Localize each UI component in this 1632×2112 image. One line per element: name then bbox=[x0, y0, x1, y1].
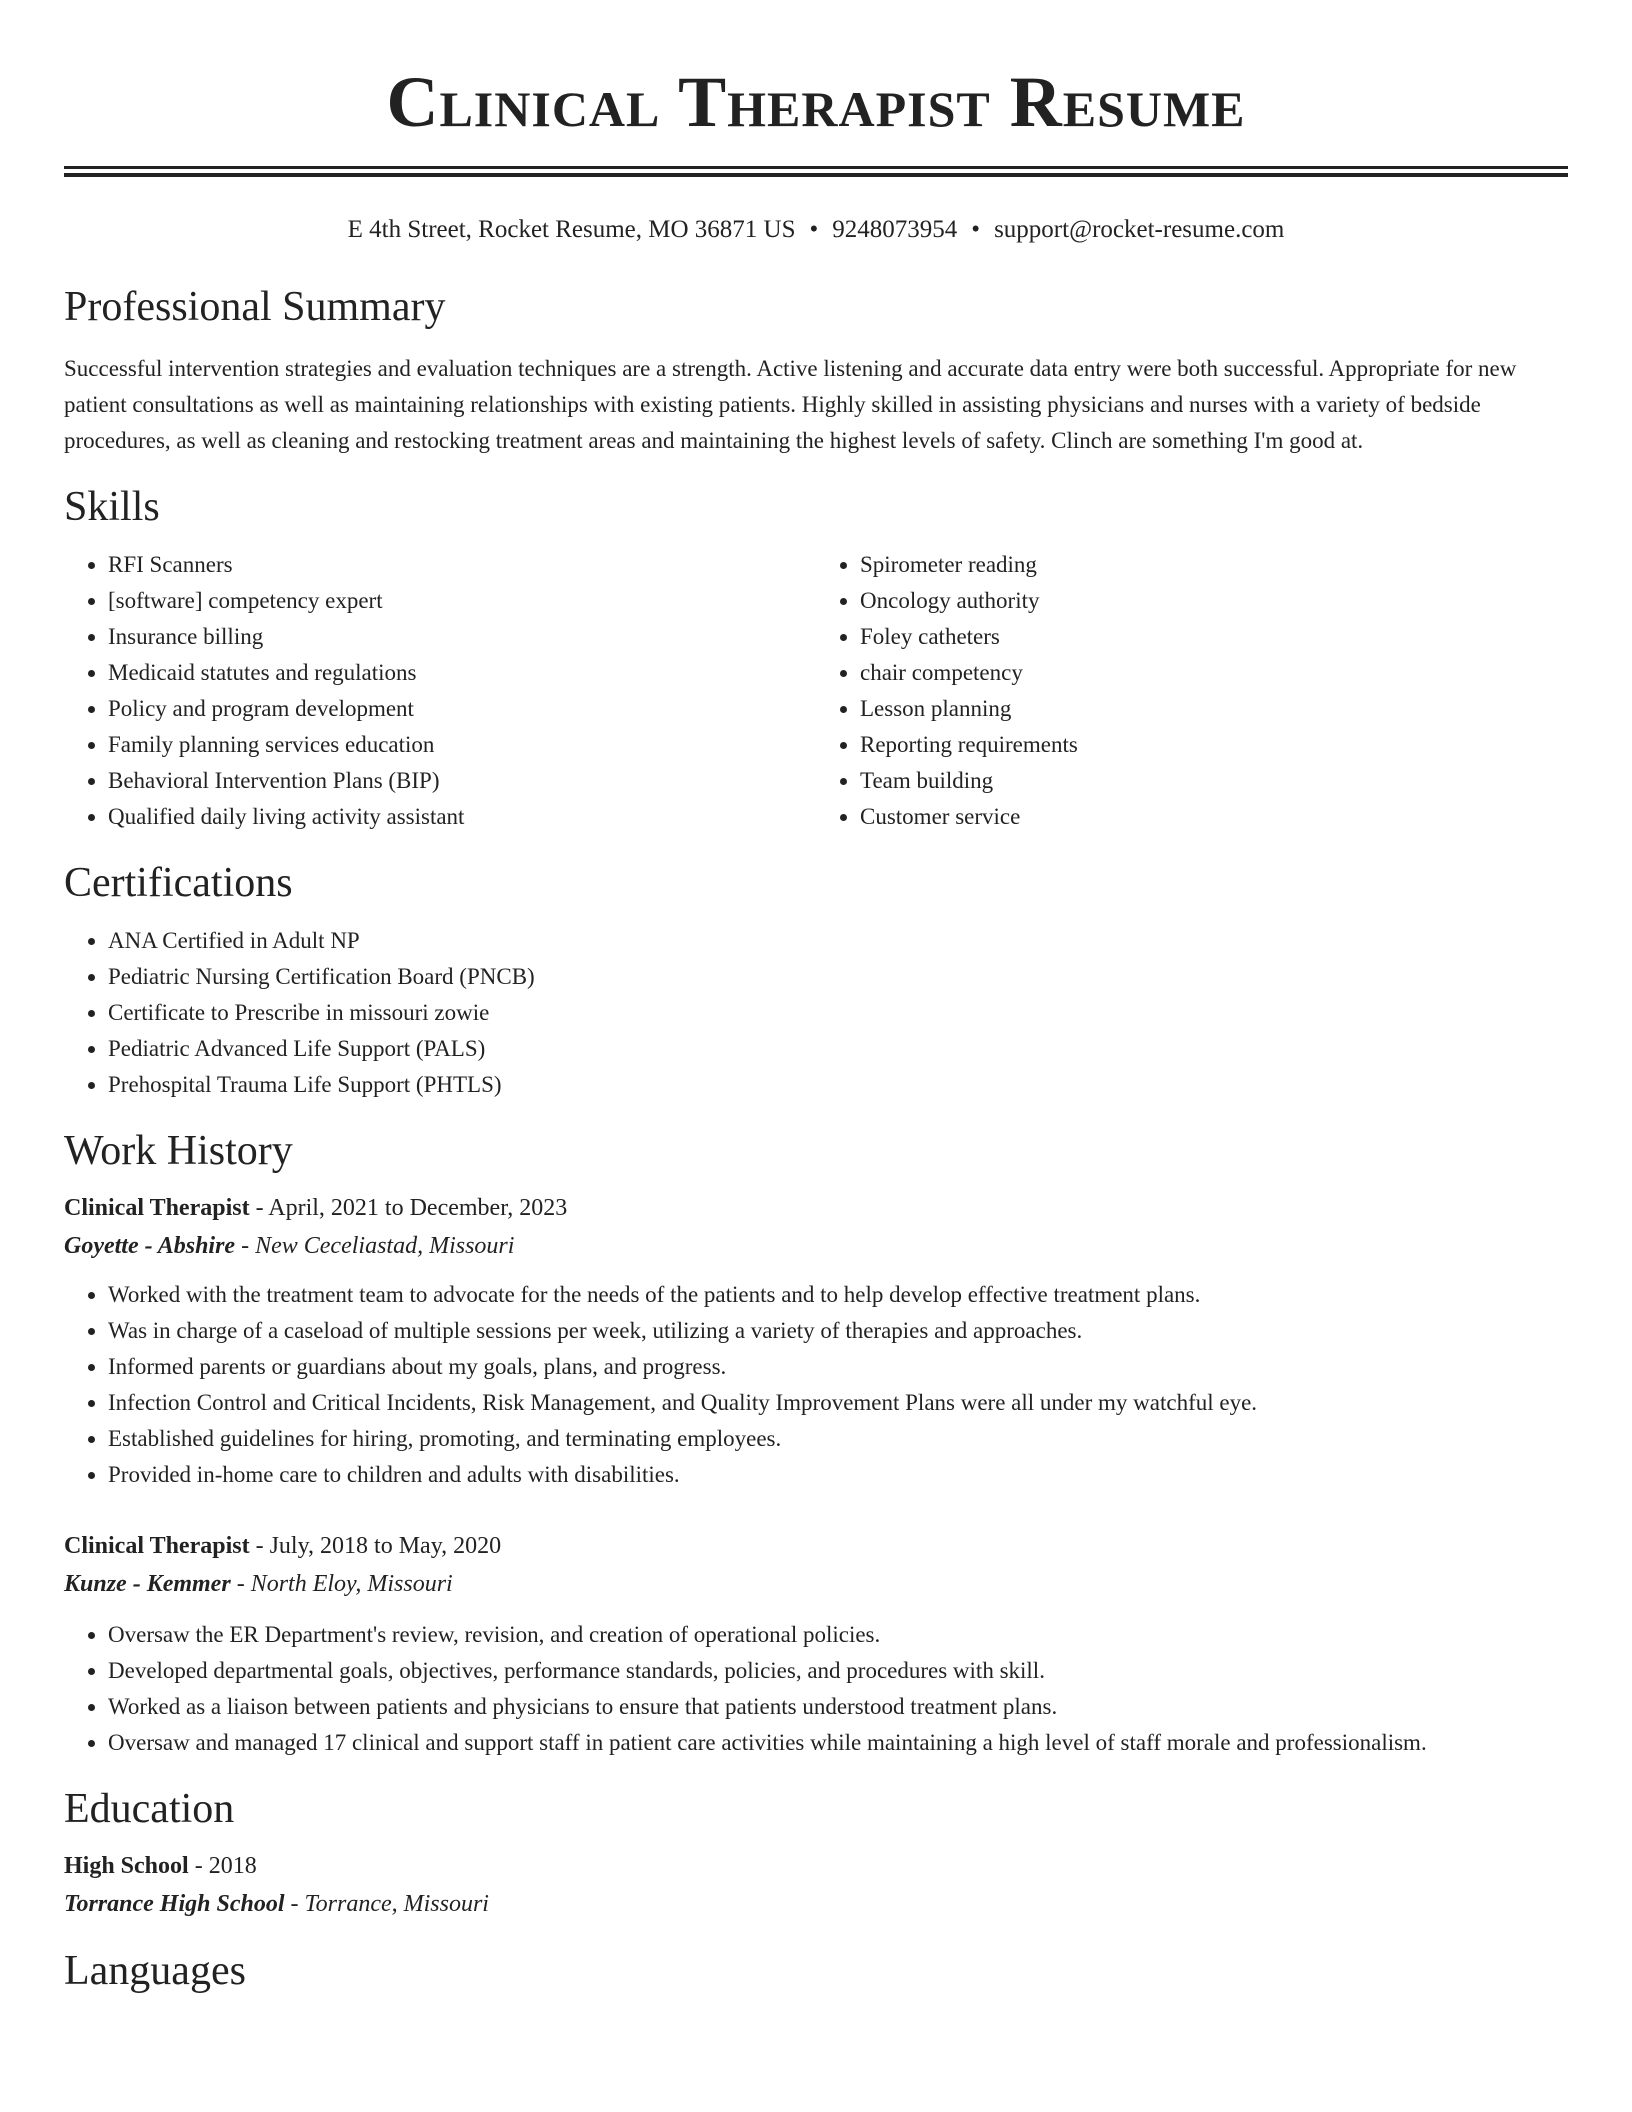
skills-columns bbox=[64, 547, 1568, 835]
education-degree-line: High School - 2018 bbox=[64, 1853, 257, 1879]
contact-line bbox=[64, 213, 1568, 247]
job-title-line: Clinical Therapist - April, 2021 to December, 2023 bbox=[64, 1195, 568, 1221]
skill-item: • [software] competency expert bbox=[108, 583, 816, 619]
job-duty: • Oversaw the ER Department's review, revision, and creation of operational policies. bbox=[108, 1617, 1568, 1653]
job-duty: • Was in charge of a caseload of multiple sessions per week, utilizing a variety of therapies and approaches. bbox=[108, 1313, 1568, 1349]
certification-item: • ANA Certified in Adult NP bbox=[108, 923, 1568, 959]
work-history-section bbox=[64, 1125, 1568, 1761]
contact-separator: • bbox=[971, 216, 981, 243]
job-company-line: Goyette - Abshire - New Ceceliastad, Missouri bbox=[64, 1233, 515, 1259]
skill-item: • Medicaid statutes and regulations bbox=[108, 655, 816, 691]
job-entry bbox=[64, 1189, 1568, 1493]
job-company: Kunze - Kemmer bbox=[64, 1571, 231, 1597]
skill-item: • Lesson planning bbox=[860, 691, 1568, 727]
job-duty: • Established guidelines for hiring, promoting, and terminating employees. bbox=[108, 1421, 1568, 1457]
languages-section bbox=[64, 1945, 1568, 1997]
job-duties-list bbox=[64, 1617, 1568, 1761]
education-location: Torrance, Missouri bbox=[304, 1891, 489, 1917]
education-school-line: Torrance High School - Torrance, Missouri bbox=[64, 1891, 489, 1917]
job-title-line: Clinical Therapist - July, 2018 to May, 2020 bbox=[64, 1533, 502, 1559]
skill-item: • Foley catheters bbox=[860, 619, 1568, 655]
skill-item: • Family planning services education bbox=[108, 727, 816, 763]
job-duties-list bbox=[64, 1277, 1568, 1493]
summary-heading: Professional Summary bbox=[64, 284, 446, 330]
contact-separator: • bbox=[809, 216, 819, 243]
job-company-line: Kunze - Kemmer - North Eloy, Missouri bbox=[64, 1571, 453, 1597]
education-degree: High School bbox=[64, 1853, 189, 1879]
job-duty: • Worked as a liaison between patients and physicians to ensure that patients understood treatment plans. bbox=[108, 1689, 1568, 1725]
skills-heading: Skills bbox=[64, 484, 160, 530]
summary-section bbox=[64, 281, 1568, 459]
certifications-heading: Certifications bbox=[64, 860, 293, 906]
skill-item: • Behavioral Intervention Plans (BIP) bbox=[108, 763, 816, 799]
skill-item: • Spirometer reading bbox=[860, 547, 1568, 583]
job-duty: • Developed departmental goals, objectives, performance standards, policies, and procedures with skill. bbox=[108, 1653, 1568, 1689]
skills-left-list bbox=[64, 547, 816, 835]
certification-item: • Prehospital Trauma Life Support (PHTLS) bbox=[108, 1067, 1568, 1103]
job-dates: July, 2018 to May, 2020 bbox=[269, 1533, 502, 1559]
work-history-heading: Work History bbox=[64, 1128, 293, 1174]
contact-address: E 4th Street, Rocket Resume, MO 36871 US bbox=[347, 216, 796, 243]
education-heading: Education bbox=[64, 1786, 235, 1832]
certification-item: • Certificate to Prescribe in missouri zowie bbox=[108, 995, 1568, 1031]
skill-item: • chair competency bbox=[860, 655, 1568, 691]
job-duty: • Oversaw and managed 17 clinical and support staff in patient care activities while maintaining a high level of staff morale and professionalism. bbox=[108, 1725, 1568, 1761]
skills-right-list bbox=[816, 547, 1568, 835]
resume-title: Clinical Therapist Resume bbox=[386, 62, 1246, 142]
certifications-section bbox=[64, 857, 1568, 1103]
certifications-list bbox=[64, 923, 1568, 1103]
job-duty: • Infection Control and Critical Incidents, Risk Management, and Quality Improvement Plans were all under my watchful eye. bbox=[108, 1385, 1568, 1421]
certification-item: • Pediatric Nursing Certification Board (PNCB) bbox=[108, 959, 1568, 995]
job-location: North Eloy, Missouri bbox=[250, 1571, 453, 1597]
job-company: Goyette - Abshire bbox=[64, 1233, 236, 1259]
skill-item: • Insurance billing bbox=[108, 619, 816, 655]
education-year: 2018 bbox=[208, 1853, 257, 1879]
education-school: Torrance High School bbox=[64, 1891, 285, 1917]
job-duty: • Informed parents or guardians about my goals, plans, and progress. bbox=[108, 1349, 1568, 1385]
education-section bbox=[64, 1783, 1568, 1923]
skill-item: • Reporting requirements bbox=[860, 727, 1568, 763]
skill-item: • Team building bbox=[860, 763, 1568, 799]
skill-item: • Policy and program development bbox=[108, 691, 816, 727]
job-location: New Ceceliastad, Missouri bbox=[255, 1233, 515, 1259]
job-duty: • Worked with the treatment team to advocate for the needs of the patients and to help develop effective treatment plans. bbox=[108, 1277, 1568, 1313]
skill-item: • Oncology authority bbox=[860, 583, 1568, 619]
contact-phone: 9248073954 bbox=[832, 216, 958, 243]
languages-heading: Languages bbox=[64, 1948, 246, 1994]
job-title: Clinical Therapist bbox=[64, 1533, 250, 1559]
skill-item: • Qualified daily living activity assistant bbox=[108, 799, 816, 835]
job-dates: April, 2021 to December, 2023 bbox=[268, 1195, 568, 1221]
job-duty: • Provided in-home care to children and adults with disabilities. bbox=[108, 1457, 1568, 1493]
certification-item: • Pediatric Advanced Life Support (PALS) bbox=[108, 1031, 1568, 1067]
skills-section bbox=[64, 481, 1568, 835]
summary-text: Successful intervention strategies and evaluation techniques are a strength. Active listening and accurate data entry were both successful. Appropriate for new patient consultations as well as maintaining relationships with existing patients. Highly skilled in assisting physicians and nurses with a variety of bedside procedures, as well as cleaning and restocking treatment areas and maintaining the highest levels of safety. Clinch are something I'm good at. bbox=[64, 356, 1517, 453]
skill-item: • RFI Scanners bbox=[108, 547, 816, 583]
contact-email: support@rocket-resume.com bbox=[994, 216, 1285, 243]
title-divider bbox=[64, 166, 1568, 177]
skill-item: • Customer service bbox=[860, 799, 1568, 835]
job-entry bbox=[64, 1527, 1568, 1761]
job-title: Clinical Therapist bbox=[64, 1195, 250, 1221]
